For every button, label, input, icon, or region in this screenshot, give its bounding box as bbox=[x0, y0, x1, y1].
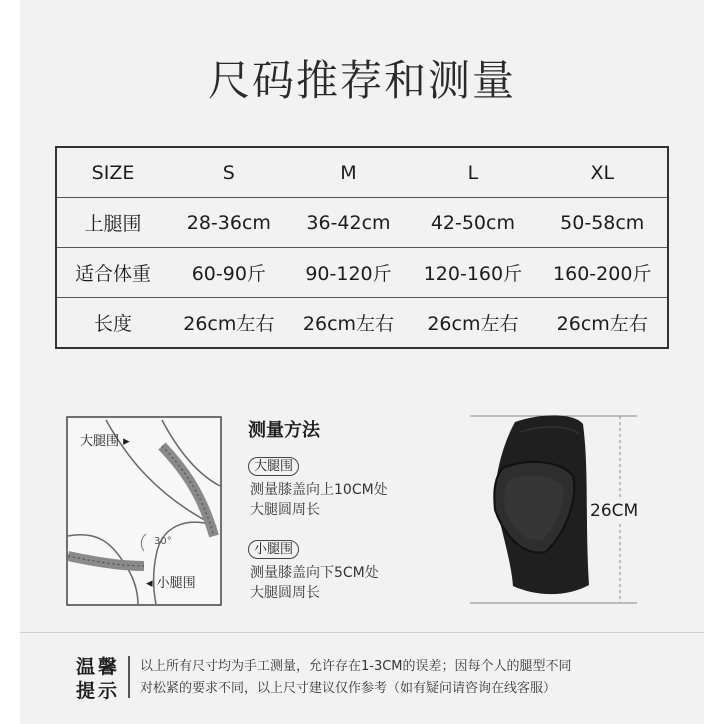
table-header-cell: L bbox=[408, 147, 537, 198]
table-cell: 26cm左右 bbox=[183, 313, 275, 335]
table-header-cell: SIZE bbox=[56, 147, 169, 198]
table-header-cell: XL bbox=[537, 147, 668, 198]
tips-label: 温馨 提示 bbox=[76, 656, 121, 702]
calf-desc: 测量膝盖向下5CM处 大腿圆周长 bbox=[250, 565, 379, 601]
size-table bbox=[55, 146, 669, 349]
row-label: 上腿围 bbox=[56, 198, 169, 248]
table-cell: 26cm左右 bbox=[302, 313, 395, 335]
calf-label: ◂ 小腿围 bbox=[146, 576, 196, 591]
background-panel bbox=[20, 0, 704, 724]
table-cell: 160-200斤 bbox=[537, 248, 668, 298]
table-cell: 42-50cm bbox=[408, 198, 537, 248]
table-header-cell: S bbox=[169, 147, 289, 198]
table-row bbox=[56, 198, 668, 248]
table-cell: 36-42cm bbox=[289, 198, 409, 248]
calf-badge: 小腿围 bbox=[248, 540, 299, 559]
method-title: 测量方法 bbox=[248, 420, 320, 441]
thigh-badge: 大腿围 bbox=[248, 457, 299, 476]
length-dimension-label: 26CM bbox=[590, 501, 639, 521]
table-cell: 90-120斤 bbox=[289, 248, 409, 298]
table-header-cell: M bbox=[289, 147, 409, 198]
thigh-label: 大腿围 ▸ bbox=[80, 434, 130, 449]
table-cell: 28-36cm bbox=[169, 198, 289, 248]
table-cell: 60-90斤 bbox=[169, 248, 289, 298]
divider bbox=[20, 632, 704, 633]
table-cell: 50-58cm bbox=[537, 198, 668, 248]
table-cell: 26cm左右 bbox=[427, 313, 519, 335]
tips-divider bbox=[128, 656, 130, 698]
thigh-desc: 测量膝盖向上10CM处 大腿圆周长 bbox=[250, 482, 388, 518]
angle-label: 30° bbox=[154, 536, 172, 547]
table-header-row bbox=[56, 147, 668, 198]
table-cell: 120-160斤 bbox=[408, 248, 537, 298]
table-row bbox=[56, 248, 668, 298]
table-row bbox=[56, 298, 668, 349]
page-title: 尺码推荐和测量 bbox=[207, 56, 516, 105]
row-label: 适合体重 bbox=[56, 248, 169, 298]
row-label: 长度 bbox=[93, 313, 132, 335]
tips-text: 以上所有尺寸均为手工测量，允许存在1-3CM的误差；因每个人的腿型不同 对松紧的要求不同，以上尺寸建议仅作参考（如有疑问请咨询在线客服） bbox=[140, 659, 572, 696]
table-cell: 26cm左右 bbox=[556, 313, 648, 335]
